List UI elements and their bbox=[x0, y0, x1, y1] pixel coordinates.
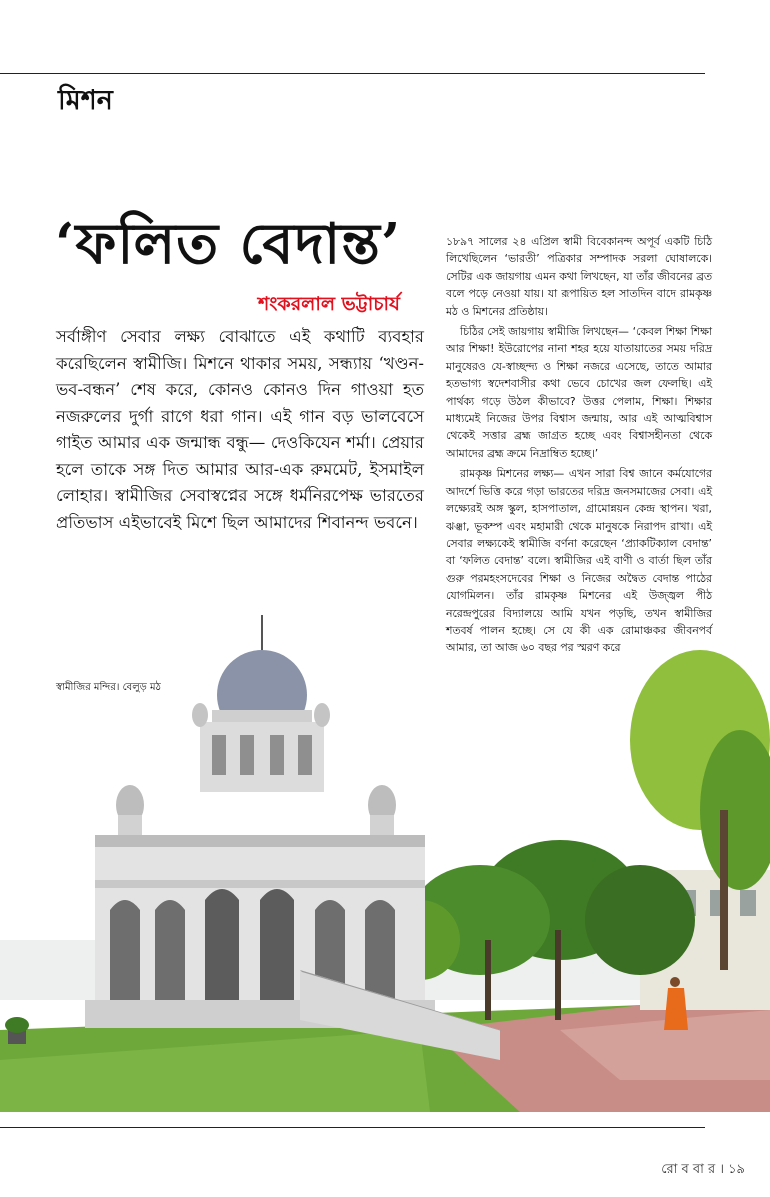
photo-caption: স্বামীজির মন্দির। বেলুড় মঠ bbox=[56, 682, 161, 693]
top-rule bbox=[0, 73, 705, 74]
author-byline: শংকরলাল ভট্টাচার্য bbox=[258, 293, 400, 315]
body-paragraph: রামকৃষ্ণ মিশনের লক্ষ্য— এখন সারা বিশ্ব জানে কর্মযোগের আদর্শে ভিত্তি করে গড়া ভারতের দরিদ্র জনসমাজের সেবা। এই লক্ষ্যেরই অঙ্গ স্কুল, হাসপাতাল, গ্রামোন্নয়ন কেন্দ্র স্থাপন। খরা, ঝঞ্ঝা, ভূকম্প এবং মহামারী থেকে মানুষকে নিরাপদ রাখা। এই সেবার লক্ষ্যকেই স্বামীজি বর্ণনা করেছেন ‘প্র্যাকটিক্যাল বেদান্ত’ বা ‘ফলিত বেদান্ত’ বলে। স্বামীজির এই বাণী ও বার্তা ছিল তাঁর গুরু পরমহংসদেবের শিক্ষা ও নিজের অদ্বৈত বেদান্ত পাঠের যোগমিলন। তাঁর রামকৃষ্ণ মিশনের এই উজ্জ্বল পীঠ নরেন্দ্রপুরের বিদ্যালয়ে আমি যখন পড়ছি, তখন স্বামীজির শতবর্ষ পালন হচ্ছে। সে যে কী এক রোমাঞ্চকর জীবনপর্ব আমার, তা আজ ৬০ বছর পর স্মরণ করে bbox=[446, 467, 712, 655]
page-number: রো ব বা র । ১৯ bbox=[661, 1162, 745, 1177]
temple-photo bbox=[0, 560, 770, 1112]
article-headline: ‘ফলিত বেদান্ত’ bbox=[55, 211, 402, 277]
section-label: মিশন bbox=[58, 85, 113, 116]
body-paragraph: চিঠির সেই জায়গায় স্বামীজি লিখছেন— ‘কেবল শিক্ষা শিক্ষা আর শিক্ষা! ইউরোপের নানা শহর হয়ে যাতায়াতের সময় দরিদ্র মানুষেরও যে-স্বাচ্ছন্দ্য ও শিক্ষা নজরে এসেছে, তাতে আমার হতভাগ্য স্বদেশবাসীর কথা ভেবে চোখের জল ফেলছি। এই পার্থক্য গড়ে উঠল কীভাবে? উত্তর পেলাম, শিক্ষা। শিক্ষার মাধ্যমেই নিজের উপর বিশ্বাস জন্মায়, আর এই আত্মবিশ্বাস থেকেই সত্তার ব্রহ্ম জাগ্রত হচ্ছে এবং বিশ্বাসহীনতা থেকে আমাদের ব্রহ্ম ক্রমে নিদ্রাম্বিত হচ্ছে।’ bbox=[446, 325, 712, 460]
body-paragraph: ১৮৯৭ সালের ২৪ এপ্রিল স্বামী বিবেকানন্দ অপূর্ব একটি চিঠি লিখেছিলেন ‘ভারতী’ পত্রিকার সম্পাদক সরলা ঘোষালকে। সেটির এক জায়গায় এমন কথা লিখছেন, যা তাঁর জীবনের ব্রত বলে পড়ে নেওয়া যায়। যা রূপায়িত হল সাতদিন বাদে রামকৃষ্ণ মঠ ও মিশনের প্রতিষ্ঠায়। bbox=[446, 235, 712, 318]
bottom-rule bbox=[0, 1127, 705, 1128]
article-intro: সর্বাঙ্গীণ সেবার লক্ষ্য বোঝাতে এই কথাটি ব্যবহার করেছিলেন স্বামীজি। মিশনে থাকার সময়, সন্ধ্যায় ‘খণ্ডন-ভব-বন্ধন’ শেষ করে, কোনও কোনও দিন গাওয়া হত নজরুলের দুর্গা রাগে ধরা গান। এই গান বড় ভালবেসে গাইত আমার এক জন্মান্ধ বন্ধু— দেওকিযেন শর্মা। প্রেয়ার হলে তাকে সঙ্গ দিত আমার আর-এক রুমমেট, ইসমাইল লোহার। স্বামীজির সেবাস্বপ্নের সঙ্গে ধর্মনিরপেক্ষ ভারতের প্রতিভাস এইভাবেই মিশে ছিল আমাদের শিবানন্দ ভবনে। bbox=[56, 327, 424, 532]
